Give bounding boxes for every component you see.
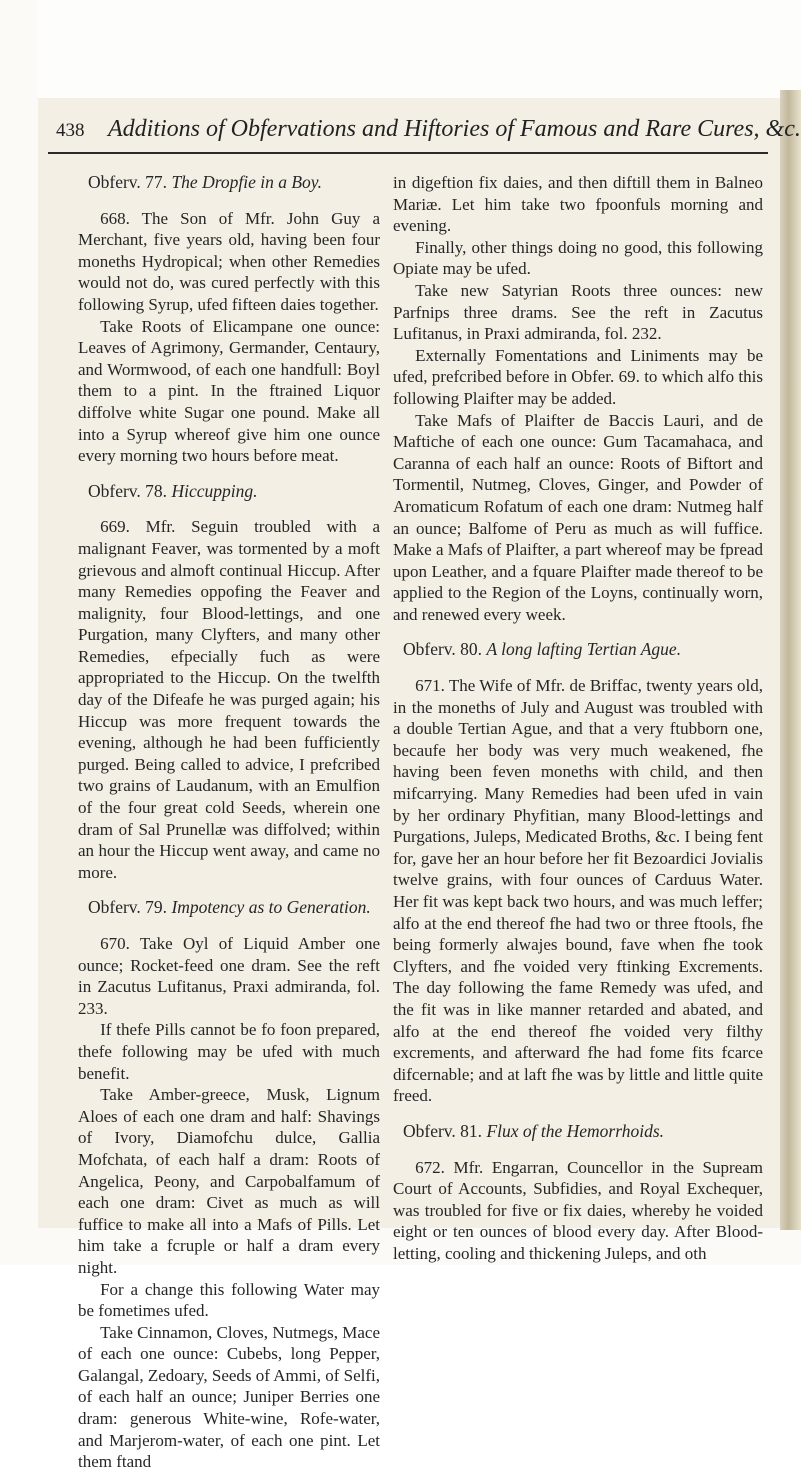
page-edge-shadow	[780, 90, 801, 1230]
scan-margin-left	[0, 0, 38, 1265]
paragraph: Take Mafs of Plaifter de Baccis Lauri, and de Maftiche of each one ounce: Gum Tacamahaca, and Caranna of each half an ounce: Roots of Biftort and Tormentil, Nutmeg, Cloves, Ginger, and Powder of Aromaticum Rofatum of each one dram: Nutmeg half an ounce; Balfome of Peru as much as will fuffice. Make a Mafs of Plaifter, a part whereof may be fpread upon Leather, and a fquare Plaifter made thereof to be applied to the Region of the Loyns, continually worn, and renewed every week.	[393, 410, 763, 624]
paragraph: 672. Mfr. Engarran, Councellor in the Supream Court of Accounts, Subfidies, and Royal Exchequer, was troubled for five or fix daies, whereby he voided eight or ten ounces of blood every day. After Blood-letting, cooling and thickening Juleps, and oth	[393, 1157, 763, 1263]
observation-title: The Dropfie in a Boy.	[171, 172, 322, 192]
observation-heading	[403, 1121, 763, 1143]
paragraph: Finally, other things doing no good, this following Opiate may be ufed.	[393, 237, 763, 279]
observation-label: Obferv. 81.	[403, 1120, 483, 1141]
paragraph: Take new Satyrian Roots three ounces: new Parfnips three drams. See the reft in Zacutus Lufitanus, in Praxi admiranda, fol. 232.	[393, 280, 763, 344]
observation-label: Obferv. 80.	[403, 639, 483, 660]
paragraph: Take Cinnamon, Cloves, Nutmegs, Mace of each one ounce: Cubebs, long Pepper, Galangal, Zedoary, Seeds of Ammi, of Selfi, of each half an ounce; Juniper Berries one dram: generous White-wine, Rofe-water, and Marjerom-water, of each one pint. Let them ftand	[78, 1322, 380, 1472]
observation-title: Hiccupping.	[171, 480, 258, 501]
paragraph: 669. Mfr. Seguin troubled with a malignant Feaver, was tormented by a moft grievous and almoft continual Hiccup. After many Remedies oppofing the Feaver and malignity, four Blood-lettings, and one Purgation, many Clyfters, and many other Remedies, efpecially fuch as were appropriated to the Hiccup. On the twelfth day of the Difeafe he was purged again; his Hiccup was more frequent towards the evening, although he had been fufficiently purged. Being called to advice, I prefcribed two grains of Laudanum, with an Emulfion of the four great cold Seeds, wherein one dram of Sal Prunellæ was diffolved; within an hour the Hiccup went away, and came no more.	[78, 517, 380, 882]
scan-margin-top	[0, 0, 801, 98]
observation-title: Flux of the Hemorrhoids.	[486, 1120, 665, 1141]
observation-heading	[88, 481, 380, 503]
observation-label: Obferv. 78.	[88, 480, 168, 501]
observation-title: Impotency as to Generation.	[171, 897, 371, 918]
paragraph: If thefe Pills cannot be fo foon prepared, thefe following may be ufed with much benefit.	[78, 1020, 380, 1083]
paragraph: Externally Fomentations and Liniments may be ufed, prefcribed before in Obfer. 69. to which alfo this following Plaifter may be added.	[393, 345, 763, 408]
paragraph: 668. The Son of Mfr. John Guy a Merchant, five years old, having been four moneths Hydropical; when other Remedies would not do, was cured perfectly with this following Syrup, ufed fifteen daies together.	[78, 208, 380, 314]
running-title: Additions of Obfervations and Hiftories of Famous and Rare Cures, &c.	[108, 116, 801, 142]
paragraph: For a change this following Water may be fometimes ufed.	[78, 1279, 380, 1321]
page-number: 438	[56, 120, 85, 141]
left-text-column	[78, 172, 380, 1473]
paragraph: 671. The Wife of Mfr. de Briffac, twenty years old, in the moneths of July and August was troubled with a double Tertian Ague, and that a very ftubborn one, becaufe her body was very much weakened, fhe having been feven moneths with child, and then mifcarrying. Many Remedies had been ufed in vain by her ordinary Phyfitian, many Blood-lettings and Purgations, Juleps, Medicated Broths, &c. I being fent for, gave her an hour before her fit Bezoardici Jovialis twelve grains, with four ounces of Carduus Water. Her fit was kept back two hours, and was much leffer; alfo at the end thereof fhe had two or three ftools, fhe being formerly alwajes bound, fave when fhe took Clyfters, and fhe voided very ftinking Excrements. The day following the fame Remedy was ufed, and the fit was in like manner retarded and abated, and alfo at the end thereof fhe voided very filthy excrements, and afterward fhe had fome fits fcarce difcernable; and at laft fhe was by little and little quite freed.	[393, 676, 763, 1106]
observation-label: Obferv. 77.	[88, 172, 168, 192]
observation-label: Obferv. 79.	[88, 897, 168, 918]
paragraph: Take Roots of Elicampane one ounce: Leaves of Agrimony, Germander, Centaury, and Wormwood, of each one handfull: Boyl them to a pint. In the ftrained Liquor diffolve white Sugar one pound. Make all into a Syrup whereof give him one ounce every morning two hours before meat.	[78, 316, 380, 466]
page-header	[48, 116, 801, 154]
observation-heading	[88, 172, 380, 194]
paragraph: in digeftion fix daies, and then diftill them in Balneo Mariæ. Let him take two fpoonfuls morning and evening.	[393, 173, 763, 236]
paragraph: Take Amber-greece, Musk, Lignum Aloes of each one dram and half: Shavings of Ivory, Diamofchu dulce, Gallia Mofchata, of each half a dram: Roots of Angelica, Peony, and Carpobalfamum of each one dram: Civet as much as will fuffice to make all into a Mafs of Pills. Let him take a fcruple or half a dram every night.	[78, 1085, 380, 1277]
right-text-column	[393, 172, 763, 1265]
observation-heading	[88, 897, 380, 919]
observation-heading	[403, 639, 763, 661]
observation-title: A long lafting Tertian Ague.	[486, 639, 682, 660]
paragraph: 670. Take Oyl of Liquid Amber one ounce; Rocket-feed one dram. See the reft in Zacutus Lufitanus, Praxi admiranda, fol. 233.	[78, 934, 380, 1018]
